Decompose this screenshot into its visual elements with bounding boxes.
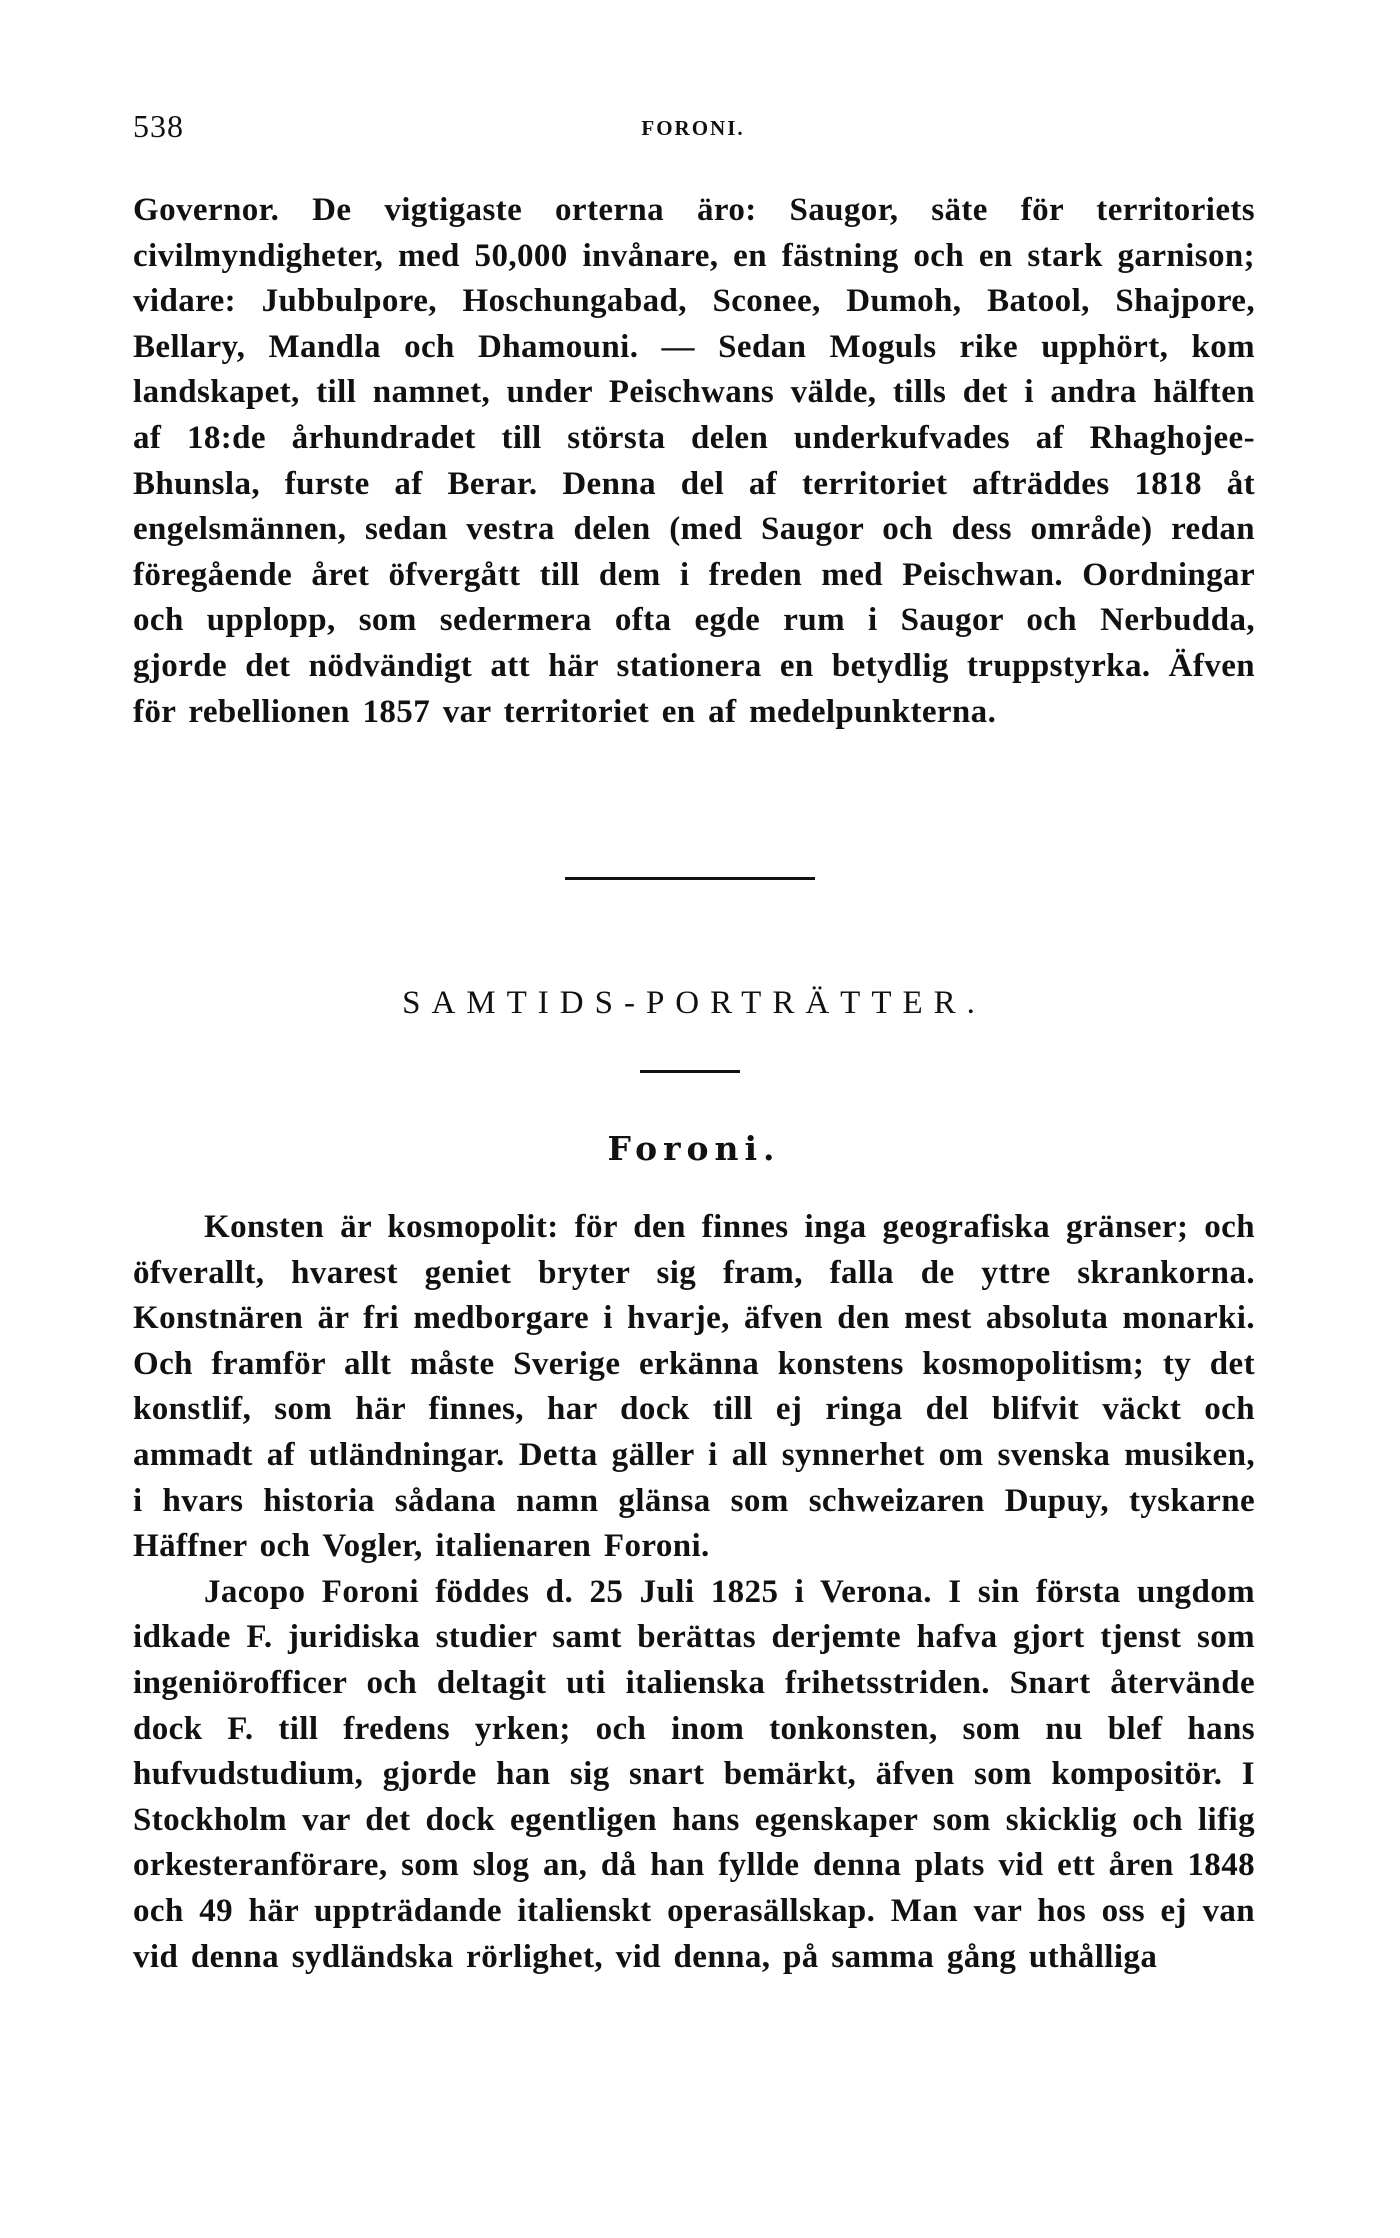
section-title: SAMTIDS-PORTRÄTTER. [402,985,986,1021]
title-underline-rule [640,1070,740,1073]
page-number: 538 [133,108,184,144]
running-head: FORONI. [641,116,745,140]
paragraph-konsten: Konsten är kosmopolit: för den finnes inga geografiska gränser; och öfverallt, hvarest geniet bryter sig fram, falla de yttre skrankorna. Konstnären är fri medborgare i hvarje, äfven den mest absoluta monarki. Och framför allt måste Sverige erkänna konstens kosmopolitism; ty det konstlif, som här finnes, har dock till ej ringa del blifvit väckt och ammadt af utländningar. Detta gäller i all synnerhet om svenska musiken, i hvars historia sådana namn glänsa som schweizaren Dupuy, tyskarne Häffner och Vogler, italienaren Foroni. [133,1209,1255,1565]
text-block-foroni [133,1205,1255,1980]
page-header [133,108,1253,148]
paragraph-jacopo: Jacopo Foroni föddes d. 25 Juli 1825 i Verona. I sin första ungdom idkade F. juridiska studier samt berättas derjemte hafva gjort tjenst som ingeniörofficer och deltagit uti italienska frihetsstriden. Snart återvände dock F. till fredens yrken; och inom tonkonsten, som nu blef hans hufvudstudium, gjorde han sig snart bemärkt, äfven som kompositör. I Stockholm var det dock egentligen hans egenskaper som skicklig och lifig orkesteranförare, som slog an, då han fyllde denna plats vid ett åren 1848 och 49 här uppträdande italienskt operasällskap. Man var hos oss ej van vid denna sydländska rörlighet, vid denna, på samma gång uthålliga [133,1573,1255,1975]
section-divider-rule [565,877,815,880]
paragraph-governor: Governor. De vigtigaste orterna äro: Saugor, säte för territoriets civilmyndigheter, med 50,000 invånare, en fästning och en stark garnison; vidare: Jubbulpore, Hoschungabad, Sconee, Dumoh, Batool, Shajpore, Bellary, Mandla och Dhamouni. — Sedan Moguls rike upphört, kom landskapet, till namnet, under Peischwans välde, tills det i andra hälften af 18:de århundradet till största delen underkufvades af Rhaghojee-Bhunsla, furste af Berar. Denna del af territoriet afträddes 1818 åt engelsmännen, sedan vestra delen (med Saugor och dess område) redan föregående året öfvergått till dem i freden med Peischwan. Oordningar och upplopp, som sedermera ofta egde rum i Saugor och Nerbudda, gjorde det nödvändigt att här stationera en betydlig truppstyrka. Äfven för rebellionen 1857 var territoriet en af medelpunkterna. [133,192,1255,730]
article-subheading: Foroni. [607,1129,781,1168]
text-block-governor [133,188,1255,735]
